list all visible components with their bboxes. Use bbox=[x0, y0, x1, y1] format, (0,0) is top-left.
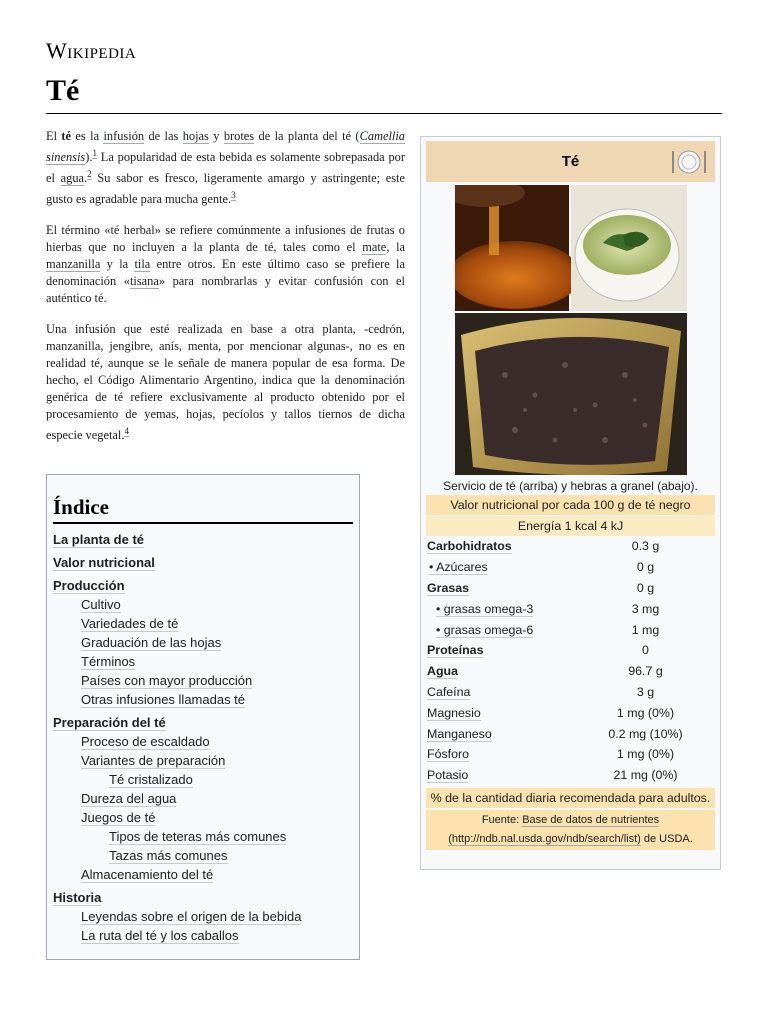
infobox-header bbox=[426, 141, 715, 182]
toc-item[interactable] bbox=[53, 907, 353, 926]
toc-item[interactable] bbox=[53, 751, 353, 770]
nutrient-label: Magnesio bbox=[427, 705, 481, 720]
nutrient-label: Agua bbox=[427, 664, 458, 679]
wikipedia-logo[interactable]: Wikipedia bbox=[46, 38, 137, 63]
reference-4[interactable]: 4 bbox=[124, 426, 129, 437]
nutrient-value: 0 g bbox=[636, 560, 655, 575]
nutrient-value: 0.3 g bbox=[631, 539, 660, 554]
table-of-contents bbox=[46, 474, 360, 960]
source-suffix: de USDA. bbox=[640, 832, 693, 845]
nutrition-row bbox=[426, 536, 715, 557]
toc-heading: Índice bbox=[53, 495, 353, 524]
link-brotes[interactable]: brotes bbox=[223, 129, 255, 143]
text: es la bbox=[71, 129, 104, 143]
infobox-caption: Servicio de té (arriba) y hebras a granel (abajo). bbox=[443, 479, 698, 493]
reference-1[interactable]: 1 bbox=[92, 148, 97, 158]
nutrient-value: 0 bbox=[642, 643, 649, 658]
nutrient-label: Potasio bbox=[427, 768, 469, 783]
nutrient-label: Manganeso bbox=[427, 726, 492, 741]
toc-item[interactable] bbox=[53, 846, 353, 865]
bold-term: té bbox=[61, 129, 72, 143]
nutrient-name[interactable] bbox=[426, 560, 576, 574]
toc-item-label: Preparación del té bbox=[53, 715, 166, 730]
text: de las bbox=[144, 129, 183, 143]
nutrient-label: Proteínas bbox=[427, 643, 484, 658]
tea-photo bbox=[455, 185, 687, 475]
toc-item[interactable] bbox=[53, 530, 353, 549]
nutrient-value: 1 mg (0%) bbox=[616, 747, 675, 762]
toc-item-label: Países con mayor producción bbox=[81, 673, 253, 688]
toc-item[interactable] bbox=[53, 865, 353, 884]
toc-item[interactable] bbox=[53, 808, 353, 827]
text: La popularidad de esta bebida es solamente sobrepasada por el bbox=[46, 150, 405, 186]
nutrition-row bbox=[426, 723, 715, 744]
toc-item[interactable] bbox=[53, 789, 353, 808]
nutrient-name[interactable] bbox=[426, 706, 576, 720]
nutrient-value: 1 mg (0%) bbox=[616, 705, 675, 720]
toc-item[interactable] bbox=[53, 770, 353, 789]
toc-item[interactable] bbox=[53, 827, 353, 846]
link-hojas[interactable]: hojas bbox=[182, 129, 209, 143]
toc-item-label: Variantes de preparación bbox=[81, 753, 226, 768]
nutrient-label: Fósforo bbox=[427, 747, 470, 762]
article-body bbox=[46, 128, 405, 459]
text: Su sabor es fresco, ligeramente amargo y astringente; este gusto es agradable para mucha gente. bbox=[46, 171, 405, 207]
nutrition-row bbox=[426, 682, 715, 703]
nutrition-row bbox=[426, 765, 715, 786]
nutrient-value: 96.7 g bbox=[628, 664, 663, 679]
link-mate[interactable]: mate bbox=[362, 240, 387, 255]
nutrient-name[interactable] bbox=[426, 581, 576, 595]
toc-item-label: Tipos de teteras más comunes bbox=[109, 829, 287, 844]
title-divider bbox=[46, 113, 722, 114]
plate-cutlery-icon bbox=[669, 147, 709, 177]
nutrition-row bbox=[426, 619, 715, 640]
toc-item-label: Tazas más comunes bbox=[109, 848, 228, 863]
nutrient-value: 0.2 mg (10%) bbox=[608, 726, 683, 741]
toc-item[interactable] bbox=[53, 690, 353, 709]
text: ). bbox=[85, 150, 93, 165]
toc-item-label: Juegos de té bbox=[81, 810, 156, 825]
nutrient-name[interactable] bbox=[426, 664, 576, 678]
nutrient-name[interactable] bbox=[426, 643, 576, 657]
nutrition-row bbox=[426, 640, 715, 661]
toc-item[interactable] bbox=[53, 576, 353, 595]
toc-item-label: Proceso de escaldado bbox=[81, 734, 210, 749]
source-prefix: Fuente: bbox=[481, 813, 523, 826]
text: El bbox=[46, 129, 62, 143]
daily-value-note: % de la cantidad diaria recomendada para adultos. bbox=[426, 788, 715, 808]
toc-item[interactable] bbox=[53, 595, 353, 614]
nutrient-name[interactable] bbox=[426, 747, 576, 761]
nutrient-label: Grasas bbox=[427, 580, 470, 595]
text: de la planta del té ( bbox=[254, 129, 360, 143]
toc-item[interactable] bbox=[53, 888, 353, 907]
toc-item[interactable] bbox=[53, 652, 353, 671]
nutrient-label: • grasas omega-6 bbox=[436, 622, 534, 637]
toc-item-label: Té cristalizado bbox=[109, 772, 193, 787]
nutrient-name[interactable] bbox=[426, 623, 576, 637]
nutrient-value: 0 g bbox=[636, 580, 655, 595]
text: . bbox=[84, 171, 88, 186]
link-manzanilla[interactable]: manzanilla bbox=[46, 257, 101, 272]
nutrient-label: • Azúcares bbox=[429, 560, 488, 575]
paragraph-intro bbox=[46, 128, 405, 208]
text: y bbox=[208, 129, 224, 143]
nutrient-name[interactable] bbox=[426, 685, 576, 699]
source-note bbox=[426, 810, 715, 850]
toc-item[interactable] bbox=[53, 633, 353, 652]
toc-item[interactable] bbox=[53, 614, 353, 633]
paragraph-infusions bbox=[46, 321, 405, 444]
nutrient-value: 21 mg (0%) bbox=[613, 768, 678, 783]
link-agua[interactable]: agua bbox=[60, 171, 85, 186]
text: Una infusión que esté realizada en base a otra planta, -cedrón, manzanilla, jengibre, anís, menta, por mencionar algunas-, no es en realidad té, aunque se le señale de manera popular de esa forma. De hecho, el Código Alimentario Argentino, indica que la denominación genérica de té refiere exclusivamente al producto obtenido por el procesamiento de yemas, hojas, pecíolos y tallos tiernos de dicha especie vegetal. bbox=[46, 322, 405, 443]
text: entre otros. En este último caso se prefiere la denominación « bbox=[46, 257, 406, 289]
nutrient-value: 3 g bbox=[636, 684, 655, 699]
text: , la bbox=[386, 240, 406, 255]
link-camellia-sinensis[interactable]: Camellia sinensis bbox=[46, 129, 405, 165]
toc-list bbox=[53, 530, 353, 945]
infobox-image[interactable] bbox=[455, 185, 687, 475]
nutrient-name[interactable] bbox=[426, 727, 576, 741]
infobox-title: Té bbox=[561, 153, 580, 170]
nutrition-row bbox=[426, 702, 715, 723]
link-tila[interactable]: tila bbox=[134, 257, 151, 272]
toc-item-label: Historia bbox=[53, 890, 102, 905]
page-title: Té bbox=[46, 74, 80, 107]
nutrient-name[interactable] bbox=[426, 602, 576, 616]
toc-item-label: Otras infusiones llamadas té bbox=[81, 692, 246, 707]
nutrient-name[interactable] bbox=[426, 539, 576, 553]
toc-item-label: Graduación de las hojas bbox=[81, 635, 222, 650]
paragraph-herbal bbox=[46, 222, 405, 307]
nutrition-table bbox=[426, 536, 715, 786]
link-infusion[interactable]: infusión bbox=[103, 129, 145, 143]
nutrient-label: • grasas omega-3 bbox=[436, 601, 534, 616]
text: y la bbox=[100, 257, 135, 272]
reference-2[interactable]: 2 bbox=[87, 169, 92, 180]
nutrient-name[interactable] bbox=[426, 768, 576, 782]
toc-item-label: Producción bbox=[53, 578, 125, 593]
nutrition-row bbox=[426, 557, 715, 578]
toc-item-label: Valor nutricional bbox=[53, 555, 155, 570]
reference-3[interactable]: 3 bbox=[231, 190, 236, 201]
infobox bbox=[420, 136, 721, 870]
toc-item-label: Leyendas sobre el origen de la bebida bbox=[81, 909, 302, 924]
nutrition-header: Valor nutricional por cada 100 g de té negro bbox=[426, 495, 715, 515]
toc-item-label: Dureza del agua bbox=[81, 791, 177, 806]
toc-item[interactable] bbox=[53, 732, 353, 751]
toc-item[interactable] bbox=[53, 926, 353, 945]
toc-item-label: Términos bbox=[81, 654, 136, 669]
text: » para nombrarlas y evitar confusión con el auténtico té. bbox=[46, 274, 405, 306]
nutrient-label: Cafeína bbox=[427, 684, 471, 699]
toc-item-label: Variedades de té bbox=[81, 616, 179, 631]
toc-item-label: Cultivo bbox=[81, 597, 121, 612]
text: El término «té herbal» se refiere comúnmente a infusiones de frutas o hierbas que no incluyen a la planta de té, tales como el bbox=[46, 223, 405, 255]
toc-item-label: Almacenamiento del té bbox=[81, 867, 214, 882]
toc-item[interactable] bbox=[53, 671, 353, 690]
toc-item[interactable] bbox=[53, 713, 353, 732]
nutrient-value: 3 mg bbox=[631, 601, 660, 616]
nutrient-label: Carbohidratos bbox=[427, 539, 512, 554]
nutrition-row bbox=[426, 661, 715, 682]
nutrition-row bbox=[426, 578, 715, 599]
source-link[interactable]: Base de datos de nutrientes (http://ndb.nal.usda.gov/ndb/search/list) bbox=[448, 813, 660, 845]
energy-row: Energía 1 kcal 4 kJ bbox=[426, 516, 715, 536]
nutrition-row bbox=[426, 744, 715, 765]
toc-item-label: La ruta del té y los caballos bbox=[81, 928, 239, 943]
link-tisana[interactable]: tisana bbox=[129, 274, 159, 289]
toc-item[interactable] bbox=[53, 553, 353, 572]
nutrition-row bbox=[426, 598, 715, 619]
toc-item-label: La planta de té bbox=[53, 532, 145, 547]
nutrient-value: 1 mg bbox=[631, 622, 660, 637]
